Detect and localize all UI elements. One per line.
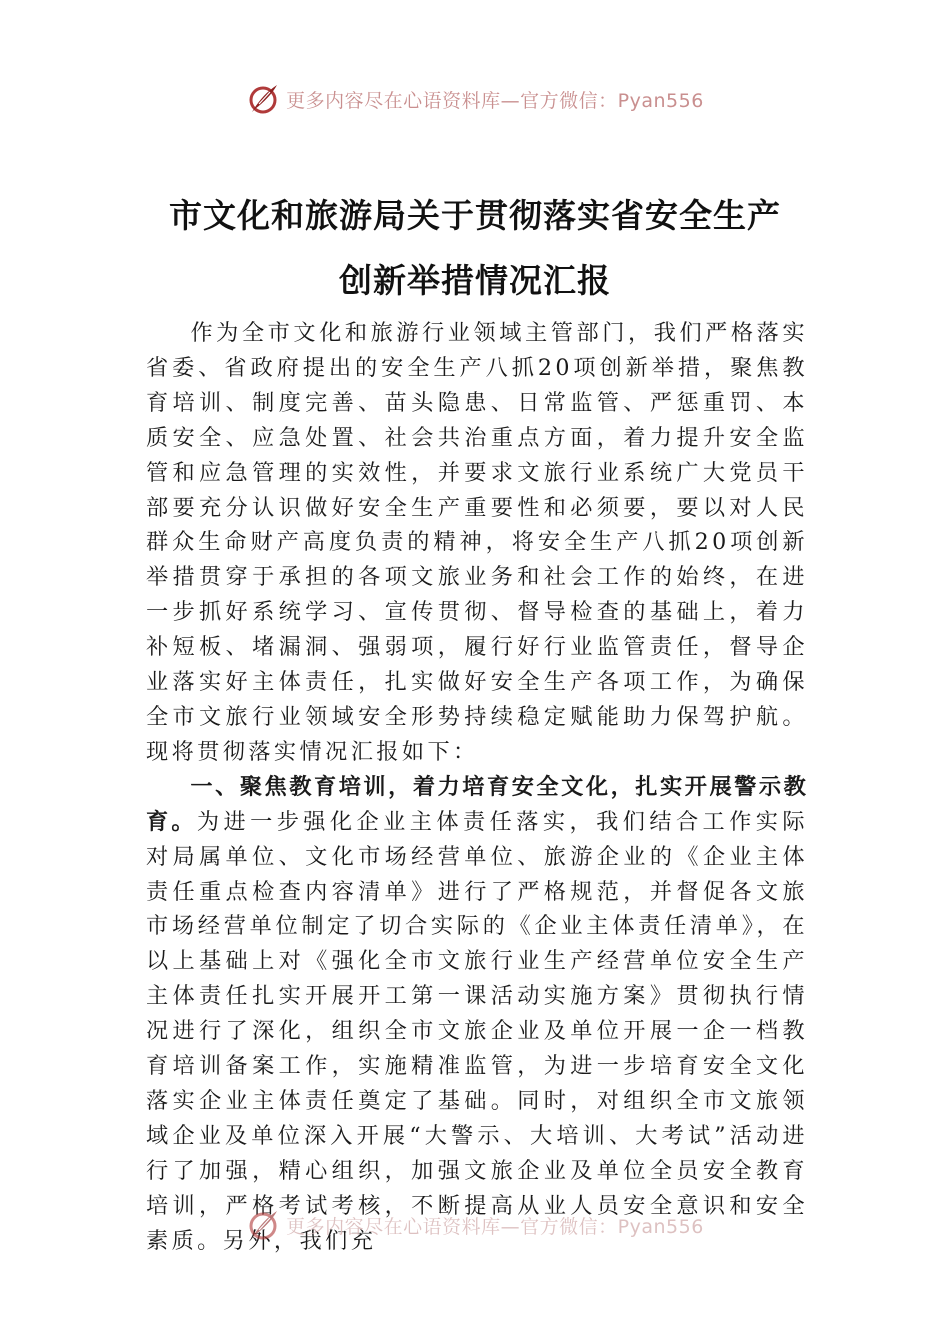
watermark-footer [0,1208,950,1242]
document-title-line-2: 创新举措情况汇报 [339,261,611,300]
section-one-heading: 一、聚焦教育培训，着力培育安全文化，扎实开展警示教育。 [146,773,808,835]
document-body [146,316,808,1258]
quill-circle-logo-icon [246,1208,280,1242]
section-one-text: 为进一步强化企业主体责任落实，我们结合工作实际对局属单位、文化市场经营单位、旅游企业的《企业主体责任重点检查内容清单》进行了严格规范，并督促各文旅市场经营单位制定了切合实际的《企业主体责任清单》，在以上基础上对《强化全市文旅行业生产经营单位安全生产主体责任扎实开展开工第一课活动实施方案》贯彻执行情况进行了深化，组织全市文旅企业及单位开展一企一档教育培训备案工作，实施精准监管，为进一步培育安全文化落实企业主体责任奠定了基础。同时，对组织全市文旅领域企业及单位深入开展“大警示、大培训、大考试”活动进行了加强，精心组织，加强文旅企业及单位全员安全教育培训，严格考试考核，不断提高从业人员安全意识和安全素质。另外，我们充 [146,808,808,1254]
quill-circle-logo-icon [246,82,280,116]
watermark-text: 更多内容尽在心语资料库—官方微信：Pyan556 [286,89,704,112]
document-title-line-1: 市文化和旅游局关于贯彻落实省安全生产 [169,196,781,235]
intro-paragraph: 作为全市文化和旅游行业领域主管部门，我们严格落实省委、省政府提出的安全生产八抓20项创新举措，聚焦教育培训、制度完善、苗头隐患、日常监管、严惩重罚、本质安全、应急处置、社会共治重点方面，着力提升安全监管和应急管理的实效性，并要求文旅行业系统广大党员干部要充分认识做好安全生产重要性和必须要，要以对人民群众生命财产高度负责的精神，将安全生产八抓20项创新举措贯穿于承担的各项文旅业务和社会工作的始终，在进一步抓好系统学习、宣传贯彻、督导检查的基础上，着力补短板、堵漏洞、强弱项，履行好行业监管责任，督导企业落实好主体责任，扎实做好安全生产各项工作，为确保全市文旅行业领域安全形势持续稳定赋能助力保驾护航。现将贯彻落实情况汇报如下： [146,320,808,765]
watermark-header [0,82,950,116]
section-one-paragraph [146,770,808,1259]
watermark-footer-text: 更多内容尽在心语资料库—官方微信：Pyan556 [286,1215,704,1238]
